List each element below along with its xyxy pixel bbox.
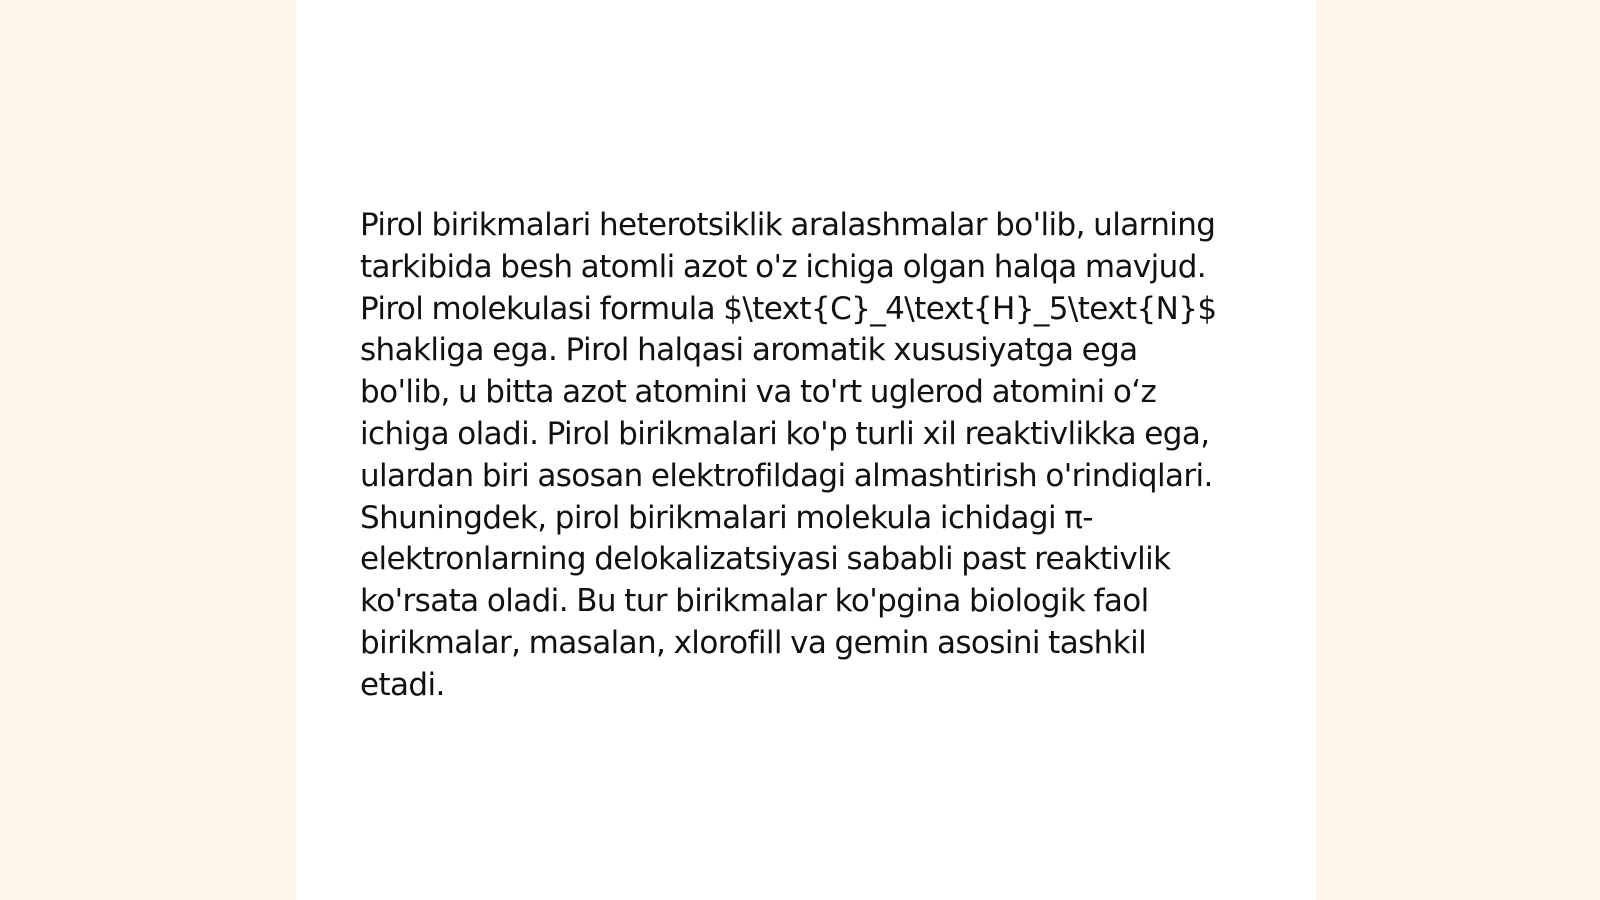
body-paragraph: Pirol birikmalari heterotsiklik aralashmalar bo'lib, ularning tarkibida besh atomli azot o'z ichiga olgan halqa mavjud. Pirol molekulasi formula $\text{C}_4\text{H}_5\text{N}$ shakliga ega. Pirol halqasi aromatik xususiyatga ega bo'lib, u bitta azot atomini va to'rt uglerod atomini o‘z ichiga oladi. Pirol birikmalari ko'p turli xil reaktivlikka ega, ulardan biri asosan elektrofildagi almashtirish o'rindiqlari. Shuningdek, pirol birikmalari molekula ichidagi π-elektronlarning delokalizatsiyasi sababli past reaktivlik ko'rsata oladi. Bu tur birikmalar ko'pgina biologik faol birikmalar, masalan, xlorofill va gemin asosini tashkil etadi.: [360, 207, 1217, 703]
document-page: [296, 0, 1316, 900]
